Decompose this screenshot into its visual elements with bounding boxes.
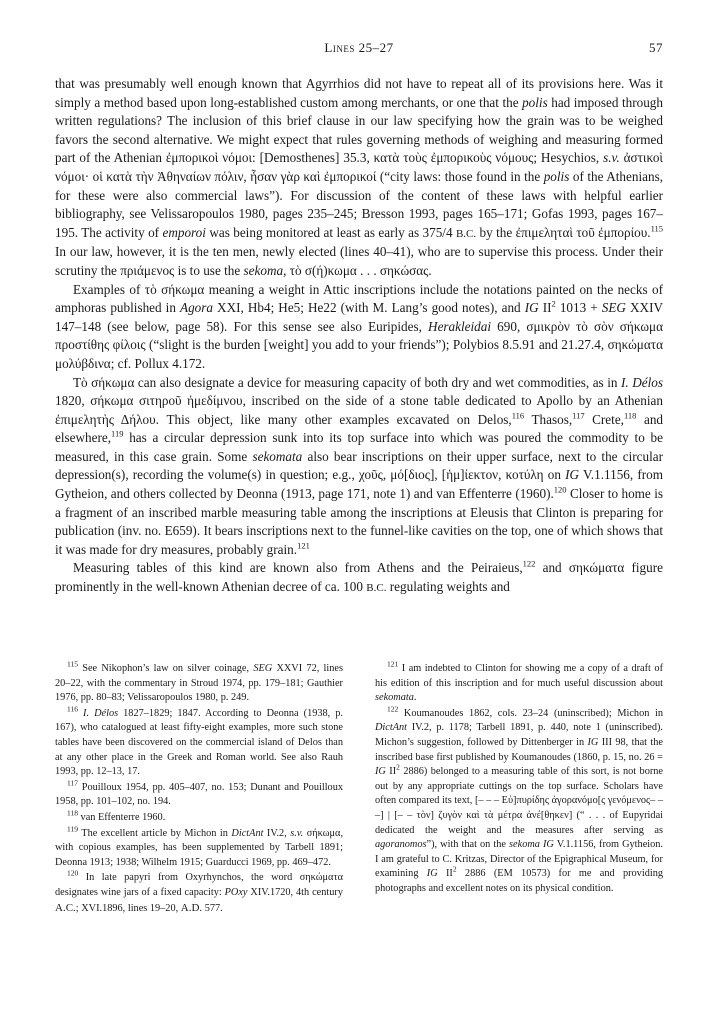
footnote-column-right bbox=[375, 659, 664, 917]
paragraph-3: Τὸ σήκωμα can also designate a device for measuring capacity of both dry and wet commodities, as in I. Délos 1820, σήκωμα σιτηροῦ ἡμεδίμνου, inscribed on the side of a stone table dedicated to Apollo by an Athenian ἐπιμελητὴς Δήλου. This object, like many other examples excavated on Delos,$^{116}$ Thasos,$^{117}$ Crete,$^{118}$ and elsewhere,$^{119}$ has a circular depression sunk into its top surface into which was poured the commodity to be measured, in this case grain. Some sekomata also bear inscriptions on their upper surface, next to the circular depression(s), recording the volume(s) in question; e.g., χοῦς, μό[διος], [ἡμ]ίεκτον, κοτύλη on IG V.1.1156, from Gytheion, and others collected by Deonna (1913, page 171, note 1) and van Effenterre (1960).$^{120}$ Closer to home is a fragment of an inscribed marble measuring table among the inscriptions at Eleusis that Clinton is preparing for publication (inv. no. E659). It bears inscriptions next to the funnel-like cavities on the top, one of which shows that it was made for dry measures, probably grain.$^{121}$ bbox=[55, 374, 664, 557]
running-title: Lines 25–27 bbox=[324, 40, 394, 55]
footnote-ref-122[interactable]: 122 bbox=[522, 559, 536, 570]
footnote-ref-116[interactable]: 116 bbox=[511, 410, 525, 421]
footnote-121: $^{121}$ I am indebted to Clinton for showing me a copy of a draft of his edition of this inscription and for much useful discussion about sekomata. bbox=[375, 659, 663, 704]
footnote-ref-115[interactable]: 115 bbox=[650, 223, 663, 234]
paragraph-2: Examples of τὸ σήκωμα meaning a weight in Attic inscriptions include the notations painted on the necks of amphoras published in Agora XXI, Hb4; He5; He22 (with M. Lang’s good notes), and IG $II^2$ 1013 + SEG XXIV 147–148 (see below, page 58). For this sense see also Euripides, Herakleidai 690, σμικρὸν τὸ σὸν σήκωμα προστίθης φίλοις (“slight is the burden [weight] you add to your friends”); Polybios 8.5.91 and 21.27.4, σηκώματα μολύβδινα; cf. Pollux 4.172. bbox=[55, 281, 664, 371]
footnote-118: $^{118}$ van Effenterre 1960. bbox=[67, 808, 166, 823]
footnote-column-left bbox=[55, 659, 344, 917]
footnotes bbox=[55, 659, 664, 917]
footnote-120: $^{120}$ In late papyri from Oxyrhynchos, the word σηκώματα designates wine jars of a fixed capacity: POxy XIV.1720, 4th century A.C.; XVI.1896, lines 19–20, A.D. 577. bbox=[55, 868, 343, 914]
footnote-122: $^{122}$ Koumanoudes 1862, cols. 23–24 (uninscribed); Michon in DictAnt IV.2, p. 1178; Tarbell 1891, p. 440, note 1 (uninscribed). Michon’s suggestion, followed by Dittenberger in IG III 98, that the inscribed base first published by Koumanoudes (1860, p. 15, no. 26 = IG $II^2$ 2886) belonged to a measuring table of this sort, is not borne out by any appropriate cuttings on the top surface. Scholars have often compared its text, [– – – Εὐ]πυρίδης ἀγορανόμο[ς γενόμενος– – –] | [– – τὸν] ζυγὸν καὶ τὰ μέτρα ἀνέ[θηκεν] (“ . . . of Eupyridai dedicated the weight and the measures after serving as agoranomos”), with that on the sekoma IG V.1.1156, from Gytheion. I am grateful to C. Kritzas, Director of the Epigraphical Museum, for examining IG $II^2$ 2886 (EM 10573) for me and providing photographs and excellent notes on its physical condition. bbox=[375, 704, 664, 894]
footnote-116: $^{116}$ I. Délos 1827–1829; 1847. According to Deonna (1938, p. 167), who catalogued at least fifty-eight examples, more such stone tables have been discovered on the commercial island of Delos than at any other place in the Greek and Roman world. See also Rauh 1993, pp. 12–13, 17. bbox=[55, 704, 343, 778]
paragraph-4: Measuring tables of this kind are known also from Athens and the Peiraieus,$^{122}$ and σηκώματα figure prominently in the well-known Athenian decree of ca. 100 B.C. regulating weights and bbox=[55, 559, 663, 595]
footnote-ref-118[interactable]: 118 bbox=[623, 410, 637, 421]
footnote-119: $^{119}$ The excellent article by Michon in DictAnt IV.2, s.v. σήκωμα, with copious examples, has been supplemented by Tarbell 1891; Deonna 1913; 1938; Wilhelm 1915; Guarducci 1969, pp. 469–472. bbox=[55, 824, 344, 868]
footnote-ref-119[interactable]: 119 bbox=[111, 428, 124, 439]
footnote-115: $^{115}$ See Nikophon’s law on silver coinage, SEG XXVI 72, lines 20–22, with the commentary in Stroud 1974, pp. 179–181; Gauthier 1976, pp. 80–83; Velissaropoulos 1980, p. 249. bbox=[55, 659, 344, 704]
footnote-ref-117[interactable]: 117 bbox=[572, 410, 585, 421]
running-header bbox=[55, 40, 663, 60]
main-text bbox=[55, 75, 663, 598]
footnote-ref-120[interactable]: 120 bbox=[553, 484, 567, 495]
paragraph-1: that was presumably well enough known that Agyrrhios did not have to repeat all of its provisions here. Was it simply a method based upon long-established custom among merchants, or one that the polis had imposed through written regulations? The inclusion of this brief clause in our law specifying how the grain was to be weighed favors the second alternative. We might expect that rules governing methods of weighing and measuring formed part of the Athenian ἐμπορικοὶ νόμοι: [Demosthenes] 35.3, κατὰ τοὺς ἐμπορικοὺς νόμους; Hesychios, s.v. ἀστικοὶ νόμοι· οἱ κατὰ τὴν Ἀθηναίων πόλιν, ἦσαν γὰρ καὶ ἐμπορικοί (“city laws: those found in the polis of the Athenians, for these were also commercial laws”). For discussion of the content of these laws with helpful earlier bibliography, see Velissaropoulos 1980, pages 235–245; Bresson 1993, pages 165–171; Gofas 1993, pages 167–195. The activity of emporoi was being monitored at least as early as 375/4 B.C. by the ἐπιμεληταὶ τοῦ ἐμπορίου.$^{115}$ In our law, however, it is the ten men, newly elected (lines 40–41), who are to supervise this process. Under their scrutiny the πριάμενος is to use the sekoma, τὸ σ(ή)κωμα . . . σηκώσας. bbox=[55, 76, 663, 278]
footnote-ref-121[interactable]: 121 bbox=[297, 540, 310, 551]
page-number: 57 bbox=[649, 40, 663, 55]
footnote-117: $^{117}$ Pouilloux 1954, pp. 405–407, no. 153; Dunant and Pouilloux 1958, pp. 101–102, no. 194. bbox=[55, 778, 343, 808]
